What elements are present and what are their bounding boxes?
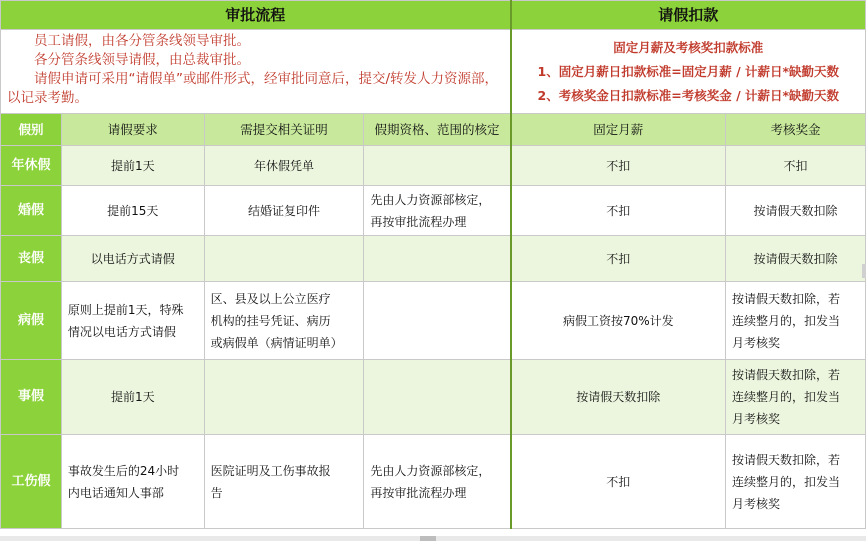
- leave-type-cell[interactable]: 婚假: [1, 186, 62, 236]
- requirement-cell[interactable]: 提前1天: [61, 360, 204, 435]
- qualification-cell[interactable]: 先由人力资源部核定， 再按审批流程办理: [364, 435, 511, 529]
- bonus-cell[interactable]: 按请假天数扣除，若 连续整月的，扣发当 月考核奖: [726, 282, 866, 360]
- salary-cell[interactable]: 不扣: [511, 186, 726, 236]
- proof-cell[interactable]: [204, 236, 364, 282]
- qualification-cell[interactable]: [364, 236, 511, 282]
- col-header-salary[interactable]: 固定月薪: [511, 114, 726, 146]
- col-header-qualification[interactable]: 假期资格、范围的核定: [364, 114, 511, 146]
- qualification-cell[interactable]: [364, 360, 511, 435]
- col-header-leave-type[interactable]: 假别: [1, 114, 62, 146]
- bonus-cell[interactable]: 按请假天数扣除，若 连续整月的，扣发当 月考核奖: [726, 435, 866, 529]
- table-row: [1, 146, 866, 186]
- deduction-standard-cell[interactable]: [511, 30, 866, 114]
- requirement-cell[interactable]: 以电话方式请假: [61, 236, 204, 282]
- leave-type-cell[interactable]: 事假: [1, 360, 62, 435]
- col-header-proof[interactable]: 需提交相关证明: [204, 114, 364, 146]
- salary-cell[interactable]: 不扣: [511, 146, 726, 186]
- table-row: [1, 282, 866, 360]
- table-row: [1, 435, 866, 529]
- proof-cell[interactable]: 区、县及以上公立医疗 机构的挂号凭证、病历 或病假单（病情证明单）: [204, 282, 364, 360]
- table-row: [1, 360, 866, 435]
- salary-cell[interactable]: 病假工资按70%计发: [511, 282, 726, 360]
- deduction-standard-line2: 2、考核奖金日扣款标准=考核奖金 / 计薪日*缺勤天数: [537, 87, 840, 103]
- bonus-cell[interactable]: 按请假天数扣除，若 连续整月的，扣发当 月考核奖: [726, 360, 866, 435]
- qualification-cell[interactable]: [364, 146, 511, 186]
- col-header-requirement[interactable]: 请假要求: [61, 114, 204, 146]
- qualification-cell[interactable]: 先由人力资源部核定， 再按审批流程办理: [364, 186, 511, 236]
- leave-type-cell[interactable]: 病假: [1, 282, 62, 360]
- table-row: [1, 186, 866, 236]
- proof-cell[interactable]: 结婚证复印件: [204, 186, 364, 236]
- deduction-standard-line1: 1、固定月薪日扣款标准=固定月薪 / 计薪日*缺勤天数: [537, 63, 840, 79]
- salary-cell[interactable]: 按请假天数扣除: [511, 360, 726, 435]
- leave-deduction-header[interactable]: 请假扣款: [511, 1, 866, 30]
- requirement-cell[interactable]: 提前1天: [61, 146, 204, 186]
- salary-cell[interactable]: 不扣: [511, 435, 726, 529]
- leave-type-cell[interactable]: 丧假: [1, 236, 62, 282]
- leave-type-cell[interactable]: 工伤假: [1, 435, 62, 529]
- requirement-cell[interactable]: 事故发生后的24小时 内电话通知人事部: [61, 435, 204, 529]
- salary-cell[interactable]: 不扣: [511, 236, 726, 282]
- requirement-cell[interactable]: 提前15天: [61, 186, 204, 236]
- col-header-bonus[interactable]: 考核奖金: [726, 114, 866, 146]
- bonus-cell[interactable]: 不扣: [726, 146, 866, 186]
- scrollbar-thumb[interactable]: [420, 536, 436, 541]
- approval-intro-text[interactable]: 员工请假，由各分管条线领导审批。 各分管条线领导请假，由总裁审批。 请假申请可采用“请假单”或邮件形式，经审批同意后，提交/转发人力资源部，以记录考勤。: [1, 30, 511, 114]
- approval-process-header[interactable]: 审批流程: [1, 1, 511, 30]
- requirement-cell[interactable]: 原则上提前1天，特殊 情况以电话方式请假: [61, 282, 204, 360]
- deduction-standard-title: 固定月薪及考核奖扣款标准: [613, 39, 764, 55]
- bonus-cell[interactable]: 按请假天数扣除: [726, 186, 866, 236]
- proof-cell[interactable]: [204, 360, 364, 435]
- proof-cell[interactable]: 年休假凭单: [204, 146, 364, 186]
- leave-type-cell[interactable]: 年休假: [1, 146, 62, 186]
- vertical-scroll-indicator[interactable]: [862, 264, 866, 278]
- bonus-cell[interactable]: 按请假天数扣除: [726, 236, 866, 282]
- qualification-cell[interactable]: [364, 282, 511, 360]
- proof-cell[interactable]: 医院证明及工伤事故报 告: [204, 435, 364, 529]
- table-row: [1, 236, 866, 282]
